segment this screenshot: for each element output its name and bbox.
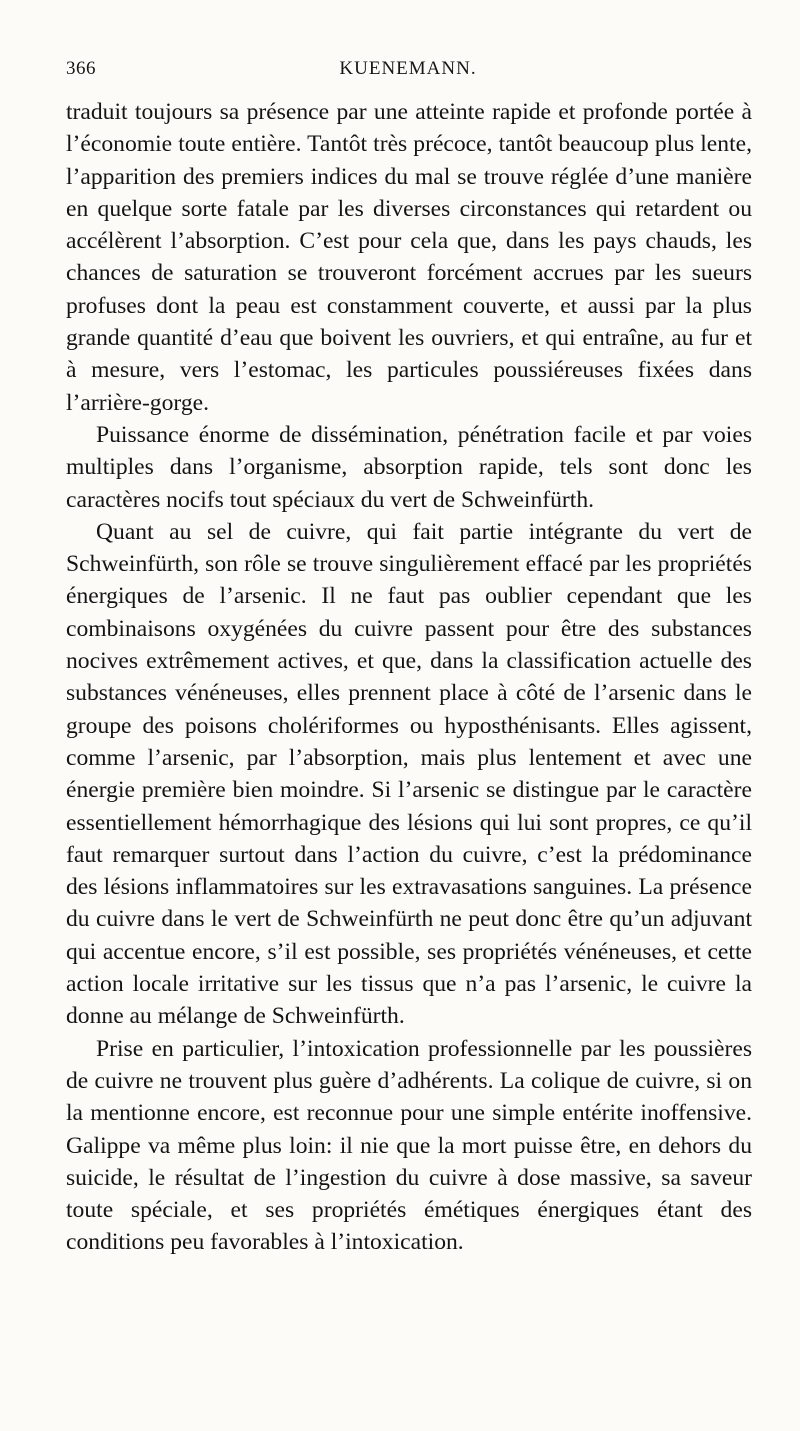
paragraph: Puissance énorme de dissémination, pénétration facile et par voies multiples dans l’organisme, absorption rapide, tels sont donc les caractères nocifs tout spéciaux du vert de Schweinfürth.	[66, 421, 752, 513]
running-head: KUENEMANN.	[339, 58, 477, 79]
paragraph: Prise en particulier, l’intoxication professionnelle par les poussières de cuivre ne trouvent plus guère d’adhérents. La colique de cuivre, si on la mentionne encore, est reconnue pour une simple entérite inoffensive. Galippe va même plus loin: il nie que la mort puisse être, en dehors du suicide, le résultat de l’ingestion du cuivre à dose massive, sa saveur toute spéciale, et ses propriétés émétiques énergiques étant des conditions peu favorables à l’intoxication.	[66, 1035, 752, 1256]
body-text	[66, 96, 752, 1259]
paragraph: Quant au sel de cuivre, qui fait partie intégrante du vert de Schweinfürth, son rôle se trouve singulièrement effacé par les propriétés énergiques de l’arsenic. Il ne faut pas oublier cependant que les combinaisons oxygénées du cuivre passent pour être des substances nocives extrêmement actives, et que, dans la classification actuelle des substances vénéneuses, elles prennent place à côté de l’arsenic dans le groupe des poisons cholériformes ou hyposthénisants. Elles agissent, comme l’arsenic, par l’absorption, mais plus lentement et avec une énergie première bien moindre. Si l’arsenic se distingue par le caractère essentiellement hémorrhagique des lésions qui lui sont propres, ce qu’il faut remarquer surtout dans l’action du cuivre, c’est la prédominance des lésions inflammatoires sur les extravasations sanguines. La présence du cuivre dans le vert de Schweinfürth ne peut donc être qu’un adjuvant qui accentue encore, s’il est possible, ses propriétés vénéneuses, et cette action locale irritative sur les tissus que n’a pas l’arsenic, le cuivre la donne au mélange de Schweinfürth.	[66, 518, 752, 1030]
paragraph-continuation: traduit toujours sa présence par une atteinte rapide et profonde portée à l’économie toute entière. Tantôt très précoce, tantôt beaucoup plus lente, l’apparition des premiers indices du mal se trouve réglée d’une manière en quelque sorte fatale par les diverses circonstances qui retardent ou accélèrent l’absorption. C’est pour cela que, dans les pays chauds, les chances de saturation se trouveront forcément accrues par les sueurs profuses dont la peau est constamment couverte, et aussi par la plus grande quantité d’eau que boivent les ouvriers, et qui entraîne, au fur et à mesure, vers l’estomac, les particules poussiéreuses fixées dans l’arrière-gorge.	[66, 99, 752, 416]
page-header	[66, 58, 750, 88]
page-number: 366	[66, 58, 96, 79]
